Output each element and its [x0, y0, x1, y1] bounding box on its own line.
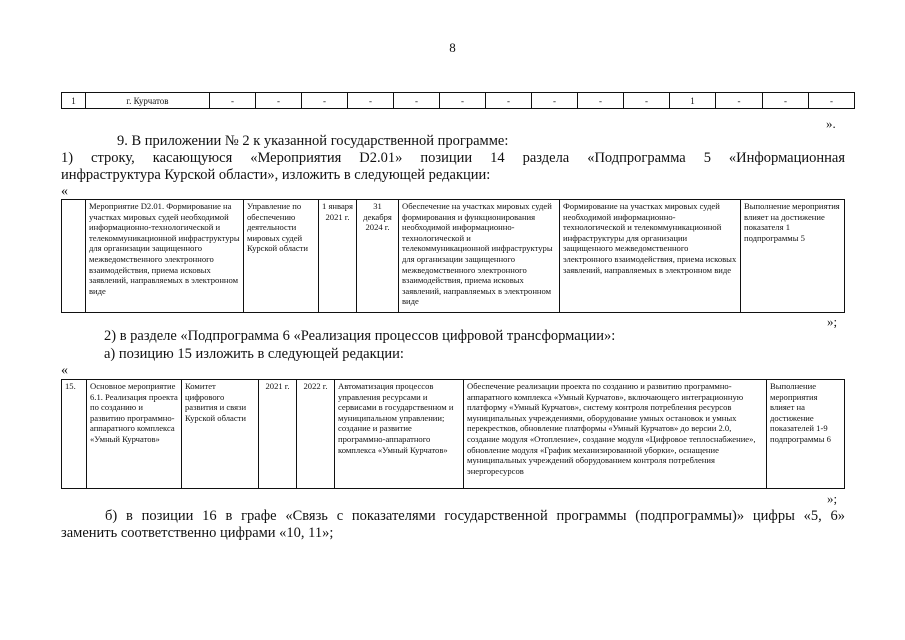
paragraph-item-9: 9. В приложении № 2 к указанной государственной программе:	[117, 133, 509, 149]
row-number: 1	[62, 93, 86, 109]
position-number: 15.	[62, 380, 87, 489]
closing-quote: ».	[826, 116, 836, 131]
value-cell: -	[532, 93, 578, 109]
main-directions: Формирование на участках мировых судей необходимой информационно-технологической и телекоммуникационной инфраструктуры для организации защищенного межведомственного электронного взаимодействия, приема исковых заявлений, направляемых в электронном виде	[560, 200, 741, 313]
responsible-executor: Комитет цифрового развития и связи Курской области	[182, 380, 259, 489]
kurchatov-row-table	[61, 92, 855, 109]
closing-quote: »;	[827, 491, 838, 506]
value-cell: -	[210, 93, 256, 109]
value-cell: -	[486, 93, 532, 109]
paragraph-item-a: а) позицию 15 изложить в следующей редакции:	[104, 346, 404, 362]
end-date: 31 декабря 2024 г.	[357, 200, 399, 313]
value-cell: -	[716, 93, 763, 109]
value-cell: -	[809, 93, 855, 109]
value-cell: -	[302, 93, 348, 109]
measure-d201-table	[61, 199, 845, 313]
value-cell: -	[256, 93, 302, 109]
paragraph-item-b-line-1: б) в позиции 16 в графе «Связь с показателями государственной программы (подпрограммы)» цифры «5, 6»	[105, 508, 845, 524]
value-cell: 1	[670, 93, 716, 109]
measure-61-table	[61, 379, 845, 489]
table-row	[62, 380, 845, 489]
start-date: 1 января 2021 г.	[319, 200, 357, 313]
paragraph-item-b-line-2: заменить соответственно цифрами «10, 11»;	[61, 525, 334, 541]
start-date: 2021 г.	[259, 380, 297, 489]
municipality-name: г. Курчатов	[86, 93, 210, 109]
opening-quote: «	[61, 184, 68, 199]
value-cell: -	[763, 93, 809, 109]
paragraph-item-1-line-2: инфраструктура Курской области», изложить в следующей редакции:	[61, 167, 491, 183]
main-directions: Обеспечение реализации проекта по созданию и развитию программно-аппаратного комплекса «Умный Курчатов», включающего интеграционную платформу «Умный Курчатов», систему контроля потребления ресурсов муниципальных учреждениями, оборудование умных остановок и умных перекрестков, обновление платформы «Умный Курчатов» до версии 2.0, создание модуля «Отопление», создание модуля «Цифровое теплоснабжение», обновление модуля «График механизированной уборки», оснащение муниципальных учреждений оборудованием контроля потребления энергоресурсов	[464, 380, 767, 489]
opening-quote: «	[61, 363, 68, 378]
page-number: 8	[449, 40, 456, 55]
position-number	[62, 200, 86, 313]
table-row	[62, 200, 845, 313]
value-cell: -	[624, 93, 670, 109]
measure-name: Основное мероприятие 6.1. Реализация проекта по созданию и развитию программно-аппаратного комплекса «Умный Курчатов»	[87, 380, 182, 489]
indicator-link: Выполнение мероприятия влияет на достижение показателя 1 подпрограммы 5	[741, 200, 845, 313]
end-date: 2022 г.	[297, 380, 335, 489]
responsible-executor: Управление по обеспечению деятельности мировых судей Курской области	[244, 200, 319, 313]
paragraph-item-1-line-1: 1) строку, касающуюся «Мероприятия D2.01» позиции 14 раздела «Подпрограмма 5 «Информационная	[61, 150, 845, 166]
expected-result: Автоматизация процессов управления ресурсами и сервисами в государственном и муниципальном управлении; создание и развитие программно-аппаратного комплекса «Умный Курчатов»	[335, 380, 464, 489]
closing-quote: »;	[827, 314, 838, 329]
measure-name: Мероприятие D2.01. Формирование на участках мировых судей необходимой информационно-технологической и телекоммуникационной инфраструктуры для организации защищенного межведомственного электронного взаимодействия, приема исковых заявлений, направляемых в электронном виде	[86, 200, 244, 313]
value-cell: -	[440, 93, 486, 109]
indicator-link: Выполнение мероприятия влияет на достижение показателей 1-9 подпрограммы 6	[767, 380, 845, 489]
value-cell: -	[394, 93, 440, 109]
value-cell: -	[348, 93, 394, 109]
value-cell: -	[578, 93, 624, 109]
expected-result: Обеспечение на участках мировых судей формирования и функционирования необходимой информационно-технологической и телекоммуникационной инфраструктуры для организации защищенного межведомственного электронного взаимодействия, приема исковых заявлений, направляемых в электронном виде	[399, 200, 560, 313]
table-row	[62, 93, 855, 109]
paragraph-item-2: 2) в разделе «Подпрограмма 6 «Реализация процессов цифровой трансформации»:	[104, 328, 616, 344]
